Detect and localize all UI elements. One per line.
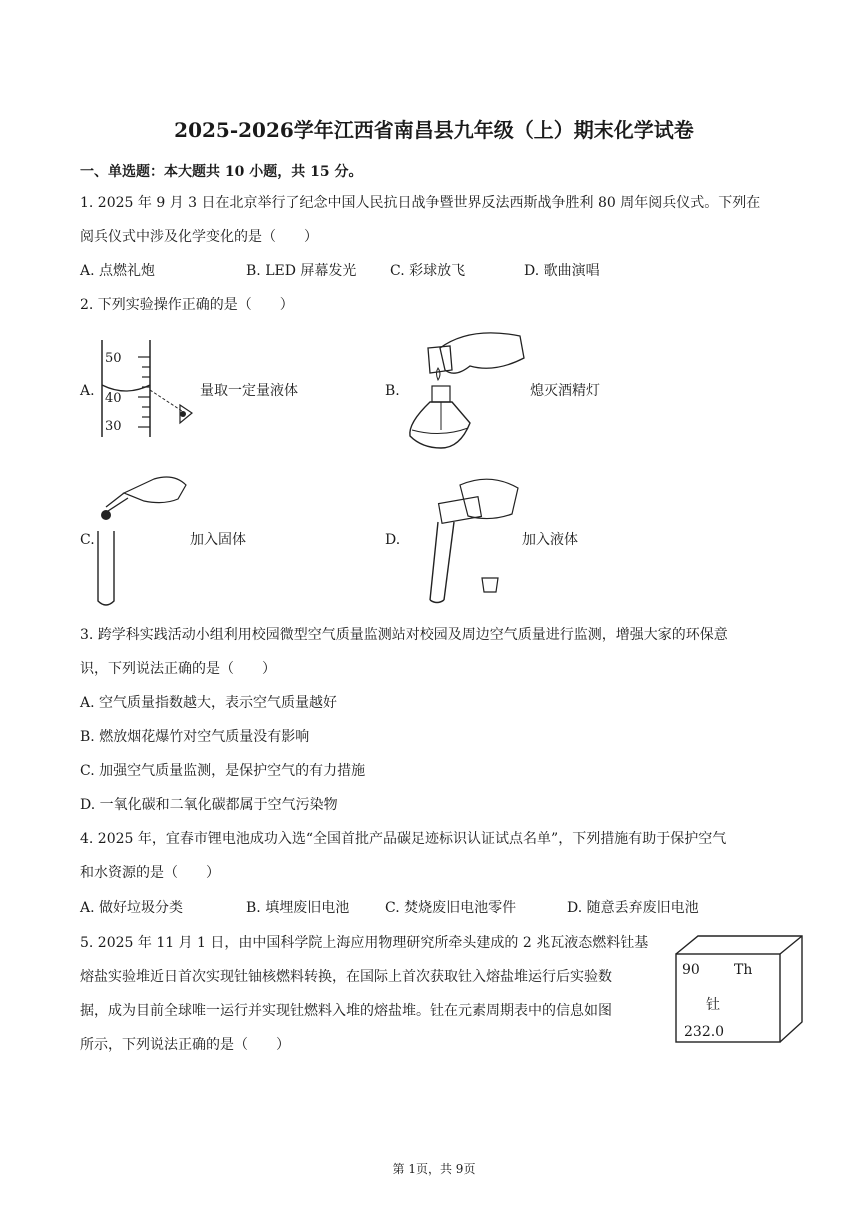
q1-text-line2: 阅兵仪式中涉及化学变化的是（ ） — [80, 229, 318, 245]
q2-option-d-letter: D. — [385, 532, 401, 548]
q3-option-c: C. 加强空气质量监测，是保护空气的有力措施 — [80, 763, 366, 779]
q2-option-d-label: 加入液体 — [522, 532, 578, 548]
test-tube-liquid-figure — [420, 470, 530, 605]
q2-option-a-letter: A. — [80, 383, 95, 399]
q5-text-line3: 据，成为目前全球唯一运行并实现钍燃料入堆的熔盐堆。钍在元素周期表中的信息如图 — [80, 1003, 612, 1019]
page-title: 2025-2026学年江西省南昌县九年级（上）期末化学试卷 — [174, 118, 694, 142]
q4-text-line1: 4. 2025 年，宜春市锂电池成功入选“全国首批产品碳足迹标识认证试点名单”，下列措施有助于保护空气 — [80, 831, 727, 847]
q1-option-a: A. 点燃礼炮 — [80, 263, 156, 279]
q2-option-a-label: 量取一定量液体 — [200, 383, 298, 399]
element-symbol: Th — [734, 962, 753, 978]
q1-option-c: C. 彩球放飞 — [390, 263, 466, 279]
page-footer: 第 1页，共 9页 — [392, 1162, 476, 1176]
q2-option-c-letter: C. — [80, 532, 95, 548]
q4-option-d: D. 随意丢弃废旧电池 — [567, 900, 699, 916]
q3-option-b: B. 燃放烟花爆竹对空气质量没有影响 — [80, 729, 310, 745]
q2-option-b-letter: B. — [385, 383, 400, 399]
q1-text-line1: 1. 2025 年 9 月 3 日在北京举行了纪念中国人民抗日战争暨世界反法西斯战争胜利 80 周年阅兵仪式。下列在 — [80, 195, 761, 211]
q1-option-d: D. 歌曲演唱 — [524, 263, 600, 279]
q2-option-c-label: 加入固体 — [190, 532, 246, 548]
q3-option-d: D. 一氧化碳和二氧化碳都属于空气污染物 — [80, 797, 338, 813]
q4-option-b: B. 填埋废旧电池 — [246, 900, 350, 916]
cylinder-tick-50: 50 — [105, 351, 122, 366]
q3-text-line2: 识，下列说法正确的是（ ） — [80, 661, 276, 677]
test-tube-solid-figure — [94, 465, 194, 610]
q5-text-line1: 5. 2025 年 11 月 1 日，由中国科学院上海应用物理研究所牵头建成的 2 兆瓦液态燃料钍基 — [80, 935, 649, 951]
alcohol-lamp-figure — [400, 318, 530, 460]
cylinder-tick-30: 30 — [105, 419, 122, 434]
q3-text-line1: 3. 跨学科实践活动小组利用校园微型空气质量监测站对校园及周边空气质量进行监测，增强大家的环保意 — [80, 627, 728, 643]
q3-option-a: A. 空气质量指数越大，表示空气质量越好 — [80, 695, 338, 711]
q2-option-b-label: 熄灭酒精灯 — [530, 383, 600, 399]
q4-option-a: A. 做好垃圾分类 — [80, 900, 184, 916]
section-heading: 一、单选题：本大题共 10 小题，共 15 分。 — [80, 164, 363, 180]
element-atomic-number: 90 — [682, 962, 700, 978]
q2-text: 2. 下列实验操作正确的是（ ） — [80, 297, 294, 313]
q5-text-line4: 所示，下列说法正确的是（ ） — [80, 1037, 290, 1053]
cylinder-tick-40: 40 — [105, 391, 122, 406]
q4-text-line2: 和水资源的是（ ） — [80, 865, 220, 881]
q4-option-c: C. 焚烧废旧电池零件 — [385, 900, 517, 916]
element-name: 钍 — [706, 997, 720, 1013]
element-atomic-mass: 232.0 — [684, 1024, 725, 1040]
q5-text-line2: 熔盐实验堆近日首次实现钍铀核燃料转换，在国际上首次获取钍入熔盐堆运行后实验数 — [80, 969, 612, 985]
q1-option-b: B. LED 屏幕发光 — [246, 263, 357, 279]
